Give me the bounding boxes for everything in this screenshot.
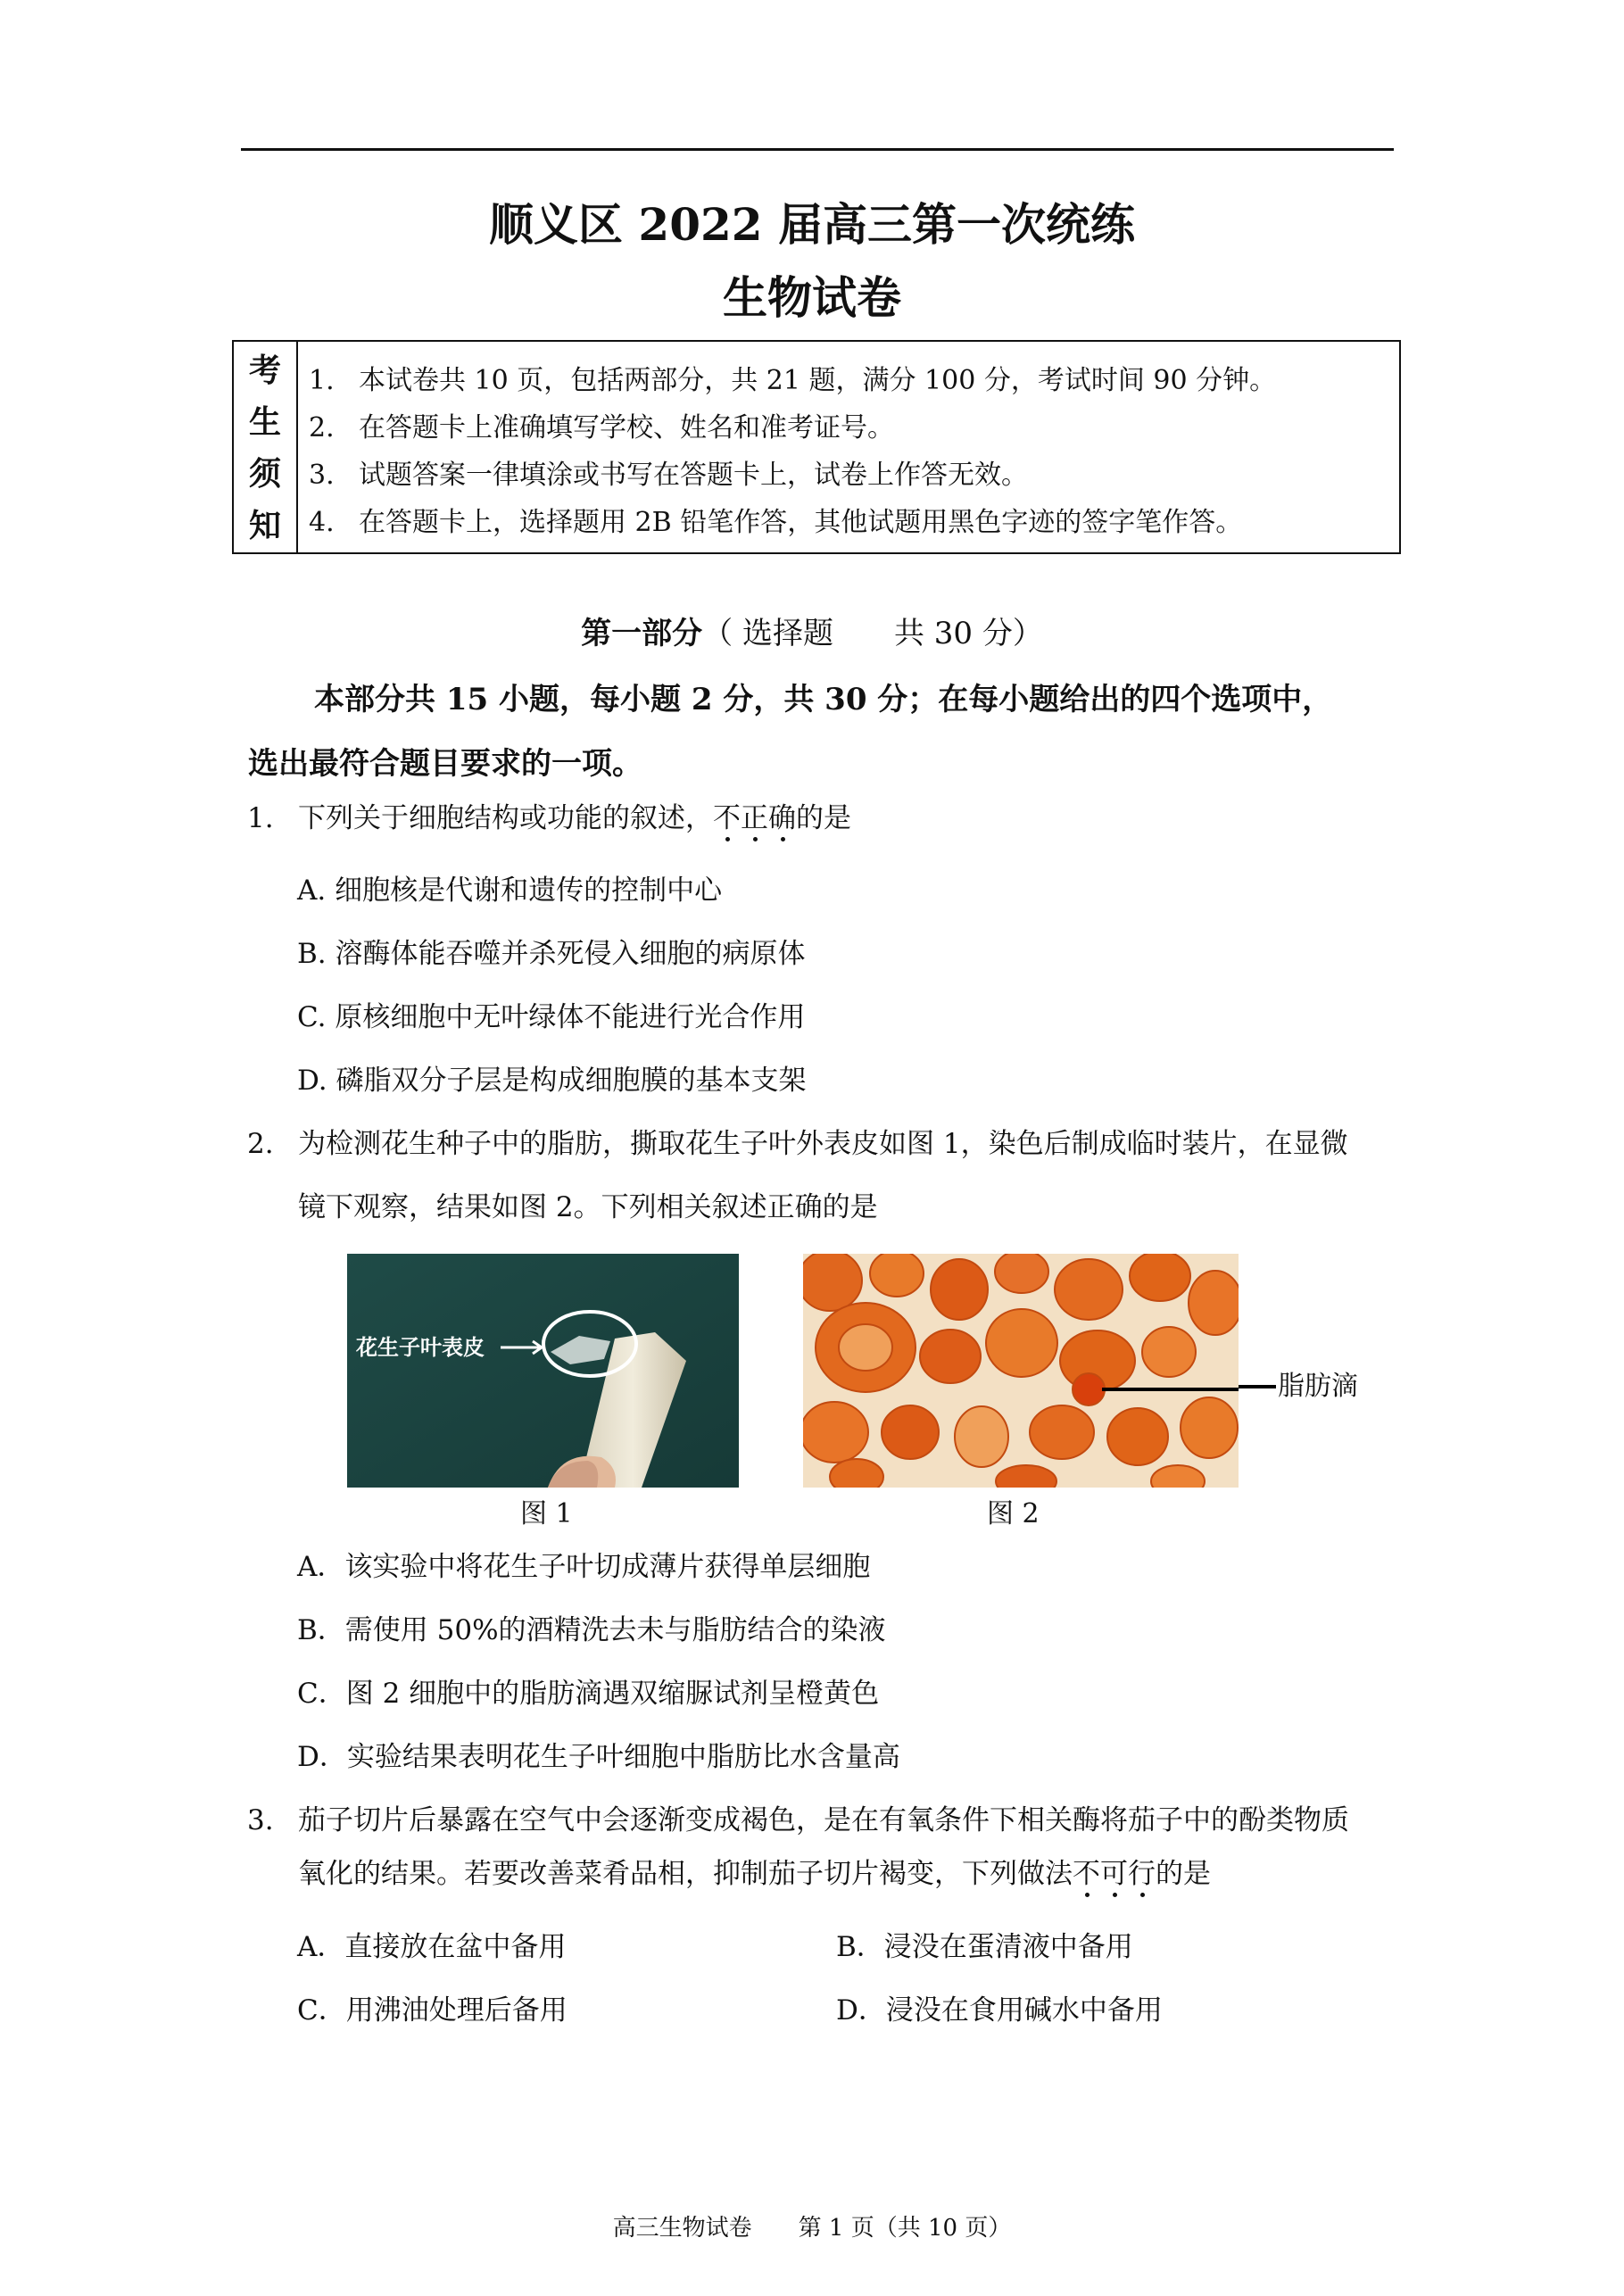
question-2-stem-line-2: 镜下观察，结果如图 2。下列相关叙述正确的是: [298, 1191, 878, 1223]
notice-item: [309, 410, 894, 446]
figure-2-label: 脂肪滴: [1278, 1371, 1358, 1402]
notice-item-text: 在答题卡上，选择题用 2B 铅笔作答，其他试题用黑色字迹的签字笔作答。: [359, 507, 1243, 538]
figure-2-illustration: [803, 1254, 1239, 1488]
figure-2-caption: 图 2: [987, 1498, 1040, 1529]
notice-item-num: 4.: [309, 507, 335, 538]
question-1-stem: [247, 800, 851, 836]
option-c[interactable]: C．用沸油处理后备用: [297, 1994, 568, 2027]
question-stem-text: 茄子切片后暴露在空气中会逐渐变成褐色，是在有氧条件下相关酶将茄子中的酚类物质: [298, 1804, 1349, 1836]
notice-header-char: 知: [248, 507, 281, 544]
option-b[interactable]: B．浸没在蛋清液中备用: [836, 1931, 1133, 1963]
option-a[interactable]: A．该实验中将花生子叶切成薄片获得单层细胞: [297, 1551, 871, 1583]
notice-header-char: 须: [248, 455, 281, 493]
instructions-line-1: 本部分共 15 小题，每小题 2 分，共 30 分；在每小题给出的四个选项中，: [314, 682, 1333, 717]
fat-droplet: [1130, 1254, 1190, 1301]
instructions-line-2: 选出最符合题目要求的一项。: [248, 746, 642, 782]
question-3-stem-line-2: [298, 1856, 1211, 1892]
question-number: 2.: [247, 1128, 274, 1160]
fat-droplet: [1055, 1259, 1123, 1320]
top-rule: [241, 148, 1394, 151]
exam-subtitle: 生物试卷: [723, 271, 901, 324]
fat-droplet: [830, 1459, 883, 1488]
option-a[interactable]: A．直接放在盆中备用: [297, 1931, 567, 1963]
figure-1-caption: 图 1: [520, 1498, 573, 1529]
emphasis-char: 确: [768, 802, 796, 834]
notice-item: [309, 363, 1276, 399]
question-number: 1.: [247, 802, 274, 834]
fat-droplet-pointer-extension: [1239, 1385, 1276, 1388]
notice-item: [309, 458, 1028, 493]
option-c[interactable]: C．图 2 细胞中的脂肪滴遇双缩脲试剂呈橙黄色: [297, 1678, 880, 1710]
option-b[interactable]: B．需使用 50%的酒精洗去未与脂肪结合的染液: [297, 1614, 886, 1646]
section-name: 第一部分: [581, 616, 703, 651]
fat-droplet: [1030, 1405, 1094, 1459]
notice-item-text: 在答题卡上准确填写学校、姓名和准考证号。: [359, 412, 894, 443]
notice-box: [232, 340, 1401, 554]
fat-droplet: [920, 1330, 981, 1383]
option-d[interactable]: D. 磷脂双分子层是构成细胞膜的基本支架: [297, 1065, 807, 1097]
page-footer: 高三生物试卷 第 1 页（共 10 页）: [612, 2215, 1012, 2242]
option-a[interactable]: A. 细胞核是代谢和遗传的控制中心: [297, 874, 723, 907]
option-d[interactable]: D．实验结果表明花生子叶细胞中脂肪比水含量高: [297, 1741, 900, 1773]
fat-droplet: [839, 1324, 892, 1371]
notice-item-num: 2.: [309, 412, 335, 443]
fat-droplet: [1107, 1408, 1168, 1465]
option-c[interactable]: C. 原核细胞中无叶绿体不能进行光合作用: [297, 1001, 806, 1033]
fat-droplet: [995, 1254, 1048, 1293]
option-b[interactable]: B. 溶酶体能吞噬并杀死侵入细胞的病原体: [297, 938, 806, 970]
notice-header: [234, 342, 298, 552]
emphasis-char: 行: [1128, 1858, 1156, 1890]
fat-droplet: [986, 1309, 1057, 1377]
fat-droplet: [955, 1406, 1008, 1467]
question-3-stem-line-1: [247, 1803, 1349, 1838]
emphasis-char: 不: [1073, 1858, 1100, 1890]
notice-header-char: 生: [248, 403, 281, 441]
figure-1-photo: [347, 1254, 739, 1488]
notice-item-num: 3.: [309, 460, 335, 491]
notice-item: [309, 505, 1242, 541]
fat-droplet: [1181, 1397, 1238, 1458]
question-stem-text: 为检测花生种子中的脂肪，撕取花生子叶外表皮如图 1，染色后制成临时装片，在显微: [298, 1128, 1348, 1160]
notice-item-text: 试题答案一律填涂或书写在答题卡上，试卷上作答无效。: [359, 460, 1028, 491]
notice-item-num: 1.: [309, 365, 335, 396]
question-stem-text: 的是: [1156, 1858, 1211, 1890]
fat-droplet-highlighted: [1073, 1373, 1105, 1405]
fat-droplet: [931, 1259, 988, 1320]
question-number: 3.: [247, 1804, 274, 1836]
figure-1-label: 花生子叶表皮: [356, 1335, 485, 1360]
question-stem-text: 氧化的结果。若要改善菜肴品相，抑制茄子切片褐变，下列做法: [298, 1858, 1073, 1890]
fat-droplet: [803, 1254, 862, 1311]
exam-title: 顺义区 2022 届高三第一次统练: [489, 198, 1135, 251]
fat-droplet: [882, 1405, 939, 1459]
notice-item-text: 本试卷共 10 页，包括两部分，共 21 题，满分 100 分，考试时间 90 分钟。: [359, 365, 1277, 396]
emphasis-char: 不: [713, 802, 741, 834]
fat-droplet: [1189, 1271, 1239, 1335]
fat-droplet: [1142, 1327, 1196, 1377]
figure-1-illustration: [347, 1254, 739, 1488]
figure-2-micrograph: [803, 1254, 1239, 1488]
question-stem-text: 的是: [796, 802, 851, 834]
notice-header-char: 考: [248, 352, 281, 389]
fat-droplet: [870, 1254, 924, 1297]
section-detail: （ 选择题 共 30 分）: [702, 616, 1043, 651]
question-2-stem-line-1: [247, 1126, 1348, 1162]
question-stem-text: 下列关于细胞结构或功能的叙述，: [298, 802, 713, 834]
section-heading: [0, 614, 1624, 653]
option-d[interactable]: D．浸没在食用碱水中备用: [836, 1994, 1163, 2027]
emphasis-char: 正: [741, 802, 768, 834]
emphasis-char: 可: [1100, 1858, 1128, 1890]
fat-droplet: [803, 1402, 868, 1463]
